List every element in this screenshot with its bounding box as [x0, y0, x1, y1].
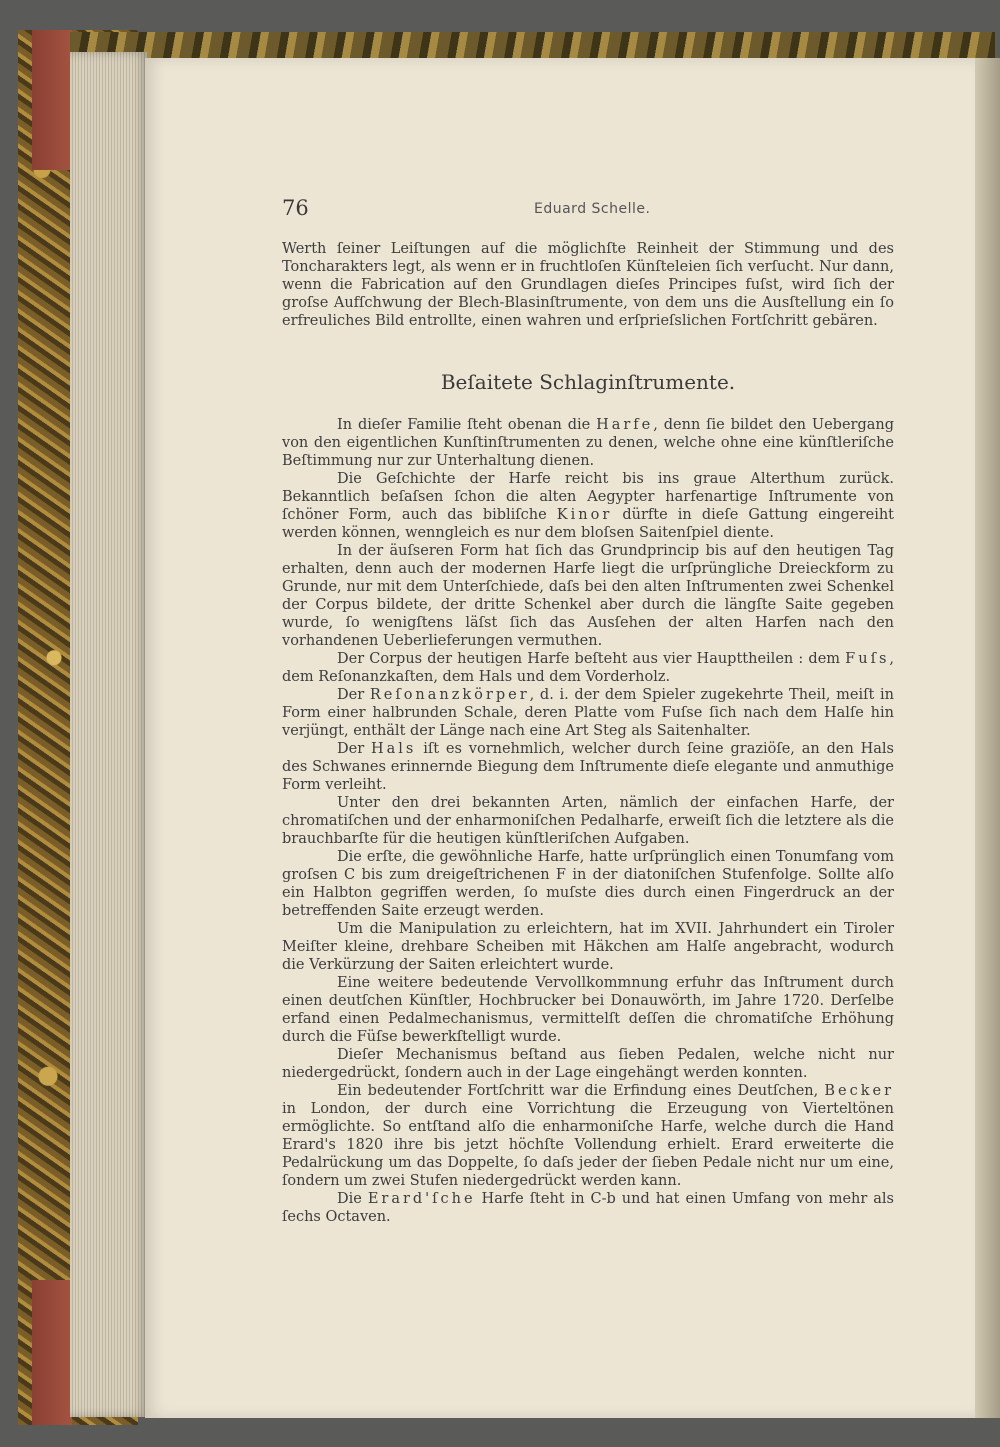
section-title: Beſaitete Schlaginſtrumente. [440, 370, 736, 394]
spine-leather-top [32, 30, 72, 170]
paragraph: Der Reſonanzkörper, d. i. der dem Spieler zugekehrte Theil, meiſt in Form einer halbrunden Schale, deren Platte vom Fuſse ſich nach dem Halſe hin verjüngt, enthält der Länge nach eine Art Steg als Saitenhalter. [282, 687, 894, 739]
paragraph: Unter den drei bekannten Arten, nämlich der einfachen Harfe, der chromatiſchen und der enharmoniſchen Pedalharfe, erweiſt ſich die letztere als die brauchbarſte für die heutigen künſtleriſchen Aufgaben. [282, 795, 894, 847]
paragraph: Ein bedeutender Fortſchritt war die Erfindung eines Deutſchen, Becker in London, der durch eine Vorrichtung die Erzeugung von Vierteltönen ermöglichte. So entſtand alſo die enharmoniſche Harfe, welche durch die Hand Erard's 1820 ihre bis jetzt höchſte Vollendung erhielt. Erard erweiterte die Pedalrückung um das Doppelte, ſo daſs jeder der ſieben Pedale nicht nur um eine, ſondern um zwei Stufen niedergedrückt werden kann. [282, 1083, 894, 1189]
marbled-top-edge [70, 32, 995, 60]
paragraph: Eine weitere bedeutende Vervollkommnung erfuhr das Inſtrument durch einen deutſchen Künſtler, Hochbrucker bei Donauwörth, im Jahre 1720. Derſelbe erfand einen Pedalmechanismus, vermittelſt deſſen die chromatiſche Erhöhung durch die Füſse bewerkſtelligt wurde. [282, 975, 894, 1045]
paragraph: Die Erard'ſche Harfe ſteht in C-b und hat einen Umfang von mehr als ſechs Octaven. [282, 1191, 894, 1225]
paragraph: Um die Manipulation zu erleichtern, hat im XVII. Jahrhundert ein Tiroler Meiſter kleine, drehbare Scheiben mit Häkchen am Halſe angebracht, wodurch die Verkürzung der Saiten erleichtert wurde. [282, 921, 894, 973]
paragraph: Der Hals iſt es vornehmlich, welcher durch ſeine graziöſe, an den Hals des Schwanes erinnernde Biegung dem Inſtrumente dieſe elegante und anmuthige Form verleiht. [282, 741, 895, 793]
intro-paragraph: Werth ſeiner Leiſtungen auf die möglichſte Reinheit der Stimmung und des Toncharakters legt, als wenn er in fruchtloſen Künſteleien ſich verſucht. Nur dann, wenn die Fabrication auf den Grundlagen dieſes Principes fuſst, wird ſich der groſse Aufſchwung der Blech-Blasinſtrumente, von dem uns die Ausſtellung ein ſo erfreuliches Bild entrollte, einen wahren und erſprieſslichen Fortſchritt gebären. [282, 241, 894, 329]
paragraph: Die erſte, die gewöhnliche Harfe, hatte urſprünglich einen Tonumfang vom groſsen C bis zum dreigeſtrichenen F in der diatoniſchen Stufenfolge. Sollte alſo ein Halbton gegriffen werden, ſo muſste dies durch einen Fingerdruck an der betreffenden Saite erzeugt werden. [282, 849, 894, 919]
paragraph: In dieſer Familie ſteht obenan die Harfe, denn ſie bildet den Uebergang von den eigentlichen Kunſtinſtrumenten zu denen, welche ohne eine künſtleriſche Beſtimmung nur zur Unterhaltung dienen. [282, 417, 894, 469]
running-head [282, 196, 894, 226]
paragraph: Der Corpus der heutigen Harfe beſteht aus vier Haupttheilen : dem Fuſs, dem Reſonanzkaſten, dem Hals und dem Vorderholz. [282, 651, 894, 685]
spine-leather-bottom [32, 1280, 72, 1425]
page-stack-edges [70, 52, 148, 1417]
body-text [282, 416, 894, 1226]
intro-text [282, 240, 894, 330]
page-number: 76 [282, 196, 309, 220]
facing-page-edge [975, 58, 1000, 1418]
paragraph: Die Geſchichte der Harfe reicht bis ins graue Alterthum zurück. Bekanntlich beſaſsen ſchon die alten Aegypter harfenartige Inſtrumente von ſchöner Form, auch das bibliſche Kinor dürfte in dieſe Gattung eingereiht werden können, wenngleich es nur dem bloſsen Saitenſpiel diente. [282, 471, 895, 541]
paragraph: In der äuſseren Form hat ſich das Grundprincip bis auf den heutigen Tag erhalten, denn auch der modernen Harfe liegt die urſprüngliche Dreieckform zu Grunde, nur mit dem Unterſchiede, daſs bei den alten Inſtrumenten zwei Schenkel der Corpus bildete, der dritte Schenkel aber durch die längſte Saite gegeben wurde, ſo wenigſtens läſst ſich das Ausſehen der alten Harfen nach den vorhandenen Ueberlieferungen vermuthen. [282, 543, 894, 649]
paragraph: Dieſer Mechanismus beſtand aus ſieben Pedalen, welche nicht nur niedergedrückt, ſondern auch in der Lage eingehängt werden konnten. [282, 1047, 894, 1081]
running-author: Eduard Schelle. [534, 201, 651, 217]
